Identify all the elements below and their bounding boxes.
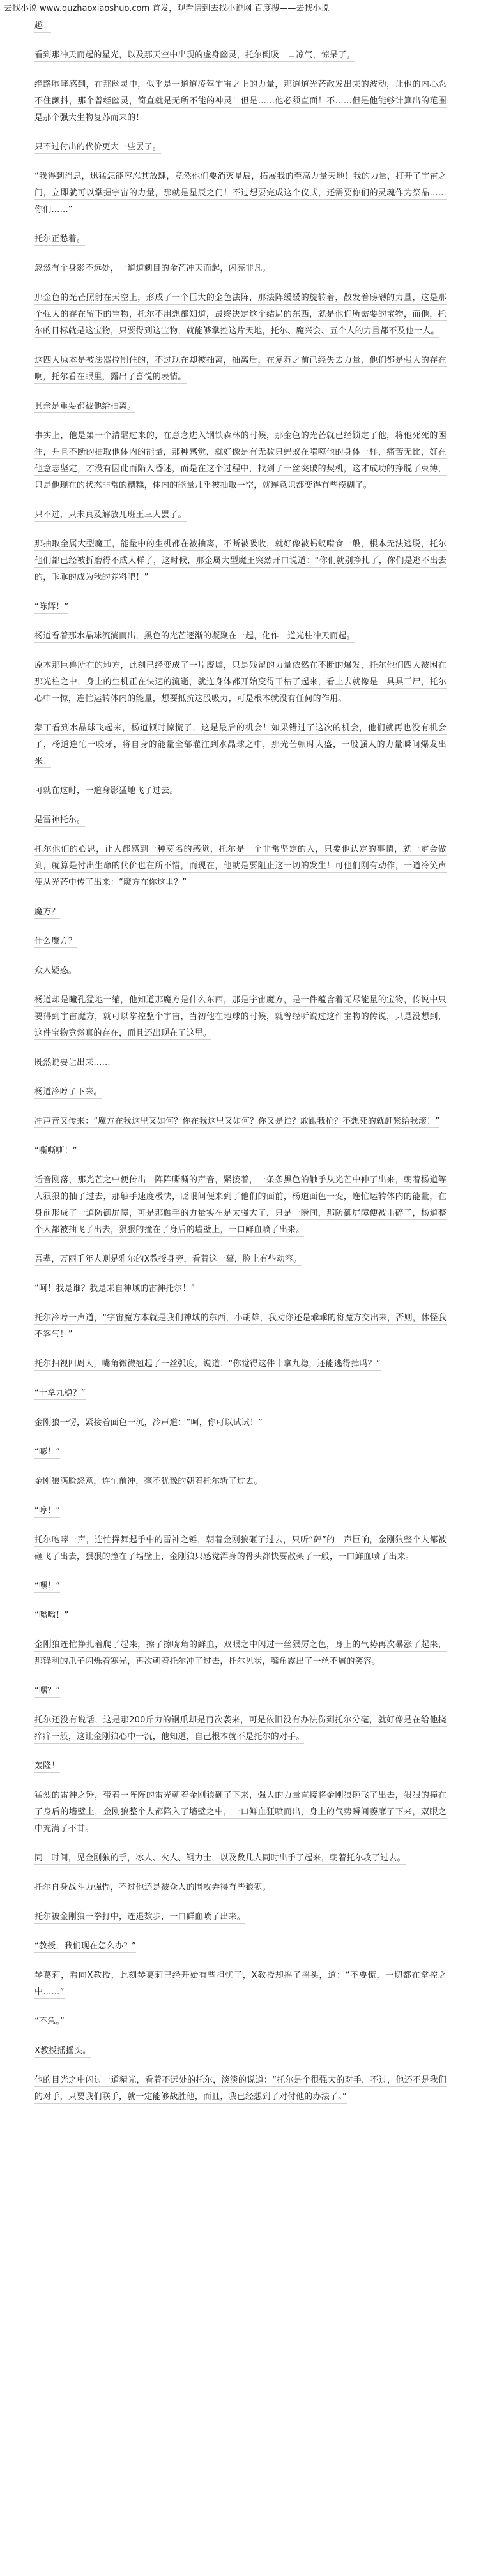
paragraph-text: “呵！我是谁？我是来自神域的雷神托尔！” <box>34 1284 195 1295</box>
paragraph-text: 可就在这时，一道身影猛地飞了过去。 <box>34 786 178 797</box>
paragraph <box>34 812 447 829</box>
paragraph <box>34 1113 447 1130</box>
paragraph <box>34 260 447 277</box>
paragraph-text: 杨道看着那水晶球流淌而出，黑色的光芒逐渐的凝聚在一起，化作一道光柱冲天而起。 <box>34 631 355 643</box>
paragraph <box>34 628 447 645</box>
paragraph-text: 金刚狼一愣，紧接着面色一沉，冷声道：“呵，你可以试试！” <box>34 1418 263 1429</box>
paragraph <box>34 1251 447 1268</box>
paragraph <box>34 783 447 799</box>
paragraph <box>34 1879 447 1896</box>
paragraph-text: 那金色的光芒照射在天空上，形成了一个巨大的金色法阵，那法阵缓缓的旋转着，散发着磅礴的力量，这是那个强大的存在留下的宝物，托尔不用想都知道，最终决定这个结局的东西，就是他们所需要的宝物，而他，托尔的目标就是这宝物，只要得到这宝物，就能够掌控这片天地，托尔、魔兴会、五个人的力量都不及他一人。 <box>34 293 447 338</box>
paragraph-text: 他的目光之中闪过一道精光，看着不远处的托尔，淡淡的说道：“托尔是个很强大的对手，不过，他还不是我们的对手，只要我们联手，就一定能够战胜他，而且，我已经想到了对付他的办法了。” <box>34 2075 447 2104</box>
paragraph-text: 那抽取金属大型魔王，能量中的生机都在被抽离，不断被吸收，就好像被蚂蚁啃食一般，根本无法逃脱，托尔他们都已经被折磨得不成人样了，这时候，那金属大型魔王突然开口说道：“你们就别挣扎了，你们是逃不出去的，乖乖的成为我的养料吧！” <box>34 539 447 584</box>
paragraph <box>34 1938 447 1955</box>
paragraph-text: 托尔扫视四周人，嘴角微微翘起了一丝弧度，说道：“你觉得这件十拿九稳，还能逃得掉吗？” <box>34 1359 381 1371</box>
paragraph-text: 托尔被金刚狼一拳打中，连退数步，一口鲜血喷了出来。 <box>34 1912 245 1924</box>
paragraph-text: “嘶嘶嘶！” <box>34 1146 77 1157</box>
paragraph <box>34 720 447 770</box>
paragraph-text: “十拿九稳？” <box>34 1389 86 1400</box>
paragraph <box>34 1385 447 1402</box>
chapter-content <box>0 18 481 2105</box>
paragraph-text: 事实上，他是第一个清醒过来的，在意念进入钢铁森林的时候，那金色的光芒就已经锁定了他，将他死死的困住，并且不断的抽取他体内的能量，那种感觉，就好像是有无数只蚂蚁在啃噬他的身体一样，痛苦无比，好在他意志坚定，才没有因此而陷入昏迷，而是在这个过程中，找到了一丝突破的契机，这才成功的挣脱了束缚，只是他现在的状态非常的糟糕，体内的能量几乎被抽取一空，就连意识都变得有些模糊了。 <box>34 431 447 492</box>
paragraph <box>34 1578 447 1595</box>
paragraph <box>34 290 447 340</box>
paragraph <box>34 658 447 707</box>
paragraph-text: 托尔冷哼一声道，“宇宙魔方本就是我们神域的东西，小胡雄，我劝你还是乖乖的将魔方交出来，否则，休怪我不客气！” <box>34 1313 447 1341</box>
paragraph-text: 其余是重要都被他给抽离。 <box>34 402 135 413</box>
paragraph <box>34 1473 447 1490</box>
paragraph-text: 金刚狼满脸怒意，连忙前冲，毫不犹豫的朝着托尔斩了过去。 <box>34 1477 262 1488</box>
paragraph-text: 绝路咆哮感到，在那幽灵中，似乎是一道道凌驾宇宙之上的力量，那道道光芒散发出来的波动，让他的内心忍不住颤抖，那个曾经幽灵，简直就是无所不能的神灵！但是……他必须直面！不……但是他能够计算出的范围是那个强大生物复苏而来的！ <box>34 80 447 124</box>
paragraph <box>34 1143 447 1159</box>
site-header-banner: 去找小说 www.quzhaoxiaoshuo.com 首发，观看请到去找小说网 百度搜——去找小说 <box>4 4 330 13</box>
paragraph-text: “不急。” <box>34 2017 65 2028</box>
paragraph <box>34 1850 447 1867</box>
paragraph-text: 冲声音又传来：“魔方在我这里又如何？你在我这里又如何？你又是谁？敢跟我抢？不想死的就赶紧给我滚！” <box>34 1117 439 1128</box>
paragraph-text: 既然说要让出来…… <box>34 1058 111 1069</box>
paragraph <box>34 231 447 248</box>
paragraph-text: 杨道冷哼了下来。 <box>34 1087 102 1099</box>
paragraph <box>34 1909 447 1925</box>
paragraph <box>34 933 447 950</box>
paragraph <box>34 841 447 891</box>
paragraph-text: 同一时间，见金刚狼的手，冰人、火人、钢力士，以及数几人同时出手了起来，朝着托尔攻了过去。 <box>34 1853 406 1865</box>
paragraph <box>34 1788 447 1837</box>
paragraph-text: 托尔咆哮一声，连忙挥舞起手中的雷神之锤，朝着金刚狼砸了过去，只听“砰”的一声巨响，金刚狼整个人都被砸飞了出去，狠狠的撞在了墙壁上，金刚狼只感觉浑身的骨头都快要散架了一般，一口鲜血喷了出来。 <box>34 1535 447 1563</box>
paragraph <box>34 1637 447 1670</box>
paragraph <box>34 1532 447 1565</box>
paragraph-text: 什么魔方？ <box>34 937 77 948</box>
paragraph <box>34 1055 447 1071</box>
paragraph-text: 众人疑惑。 <box>34 966 77 977</box>
paragraph-text: 话音刚落，那光芒之中便传出一阵阵嘶嘶的声音，紧接着，一条条黑色的触手从光芒中伸了出来，朝着杨道等人狠狠的抽了过去，那触手速度极快，眨眼间便来到了他们的面前，杨道面色一变，连忙运转体内的能量，在身前形成了一道防御屏障，可是那触手的力量实在是太强大了，只是一瞬间，那防御屏障便被击碎了，杨道整个人都被抽飞了出去，狠狠的撞在了身后的墙壁上，一口鲜血喷了出来。 <box>34 1175 447 1237</box>
paragraph-text: 托尔正愁着。 <box>34 234 85 246</box>
paragraph-text: “我得到消息，迅猛怎能容忍其放肆，竟然他们要消灭星辰，拓展我的至高力量天地！我的力量，打开了宇宙之门，立即就可以掌握宇宙的力量，那就是星辰之门！不过想要完成这个仪式，还需要你们的灵魂作为祭品……你们……” <box>34 172 447 216</box>
paragraph-text: 这四人原本是被法器控制住的，不过现在却被抽离，抽离后，在复苏之前已经失去力量，他们都是强大的存在啊，托尔看在眼里，露出了喜悦的表情。 <box>34 356 447 384</box>
paragraph-text: “哼！” <box>34 1506 60 1518</box>
paragraph-text: 忽然有个身影不远处，一道道刺目的金芒冲天而起，闪亮非凡。 <box>34 264 271 275</box>
paragraph <box>34 1310 447 1343</box>
paragraph <box>34 1281 447 1297</box>
paragraph-text: 魔方？ <box>34 907 60 919</box>
paragraph-text: 金刚狼连忙挣扎着爬了起来，擦了擦嘴角的鲜血，双眼之中闪过一丝狠厉之色，身上的气势再次暴涨了起来，那锋利的爪子闪烁着寒光，再次朝着托尔冲了过去，托尔见状，嘴角露出了一丝不屑的笑容。 <box>34 1640 447 1668</box>
paragraph-text: 托尔自身战斗力强悍，不过他还是被众人的围攻弄得有些狼狈。 <box>34 1883 271 1894</box>
paragraph-text: X教授摇摇头。 <box>34 2046 91 2058</box>
paragraph-text: 原本那巨兽所在的地方，此刻已经变成了一片废墟，只是残留的力量依然在不断的爆发，托尔他们四人被困在那光柱之中，身上的生机正在快速的流逝，就连身体都开始变得干枯了起来，看上去就像是一具具干尸，托尔心中一惊，连忙运转体内的能量，想要抵抗这股吸力，可是根本就没有任何的作用。 <box>34 661 447 705</box>
paragraph-text: 轰隆！ <box>34 1761 60 1773</box>
paragraph <box>34 77 447 126</box>
paragraph-text: 只不过，只未真及解放兀班王三人罢了。 <box>34 510 187 522</box>
paragraph-text: 琴葛莉，看向X教授，此刻琴葛莉已经开始有些担忧了，X教授却摇了摇头，道：“不要慌，一切都在掌控之中……” <box>34 1971 447 1999</box>
paragraph <box>34 2014 447 2030</box>
paragraph <box>34 536 447 586</box>
paragraph <box>34 507 447 523</box>
paragraph <box>34 428 447 494</box>
paragraph <box>34 398 447 415</box>
paragraph <box>34 1172 447 1239</box>
paragraph <box>34 1758 447 1775</box>
paragraph <box>34 139 447 156</box>
paragraph <box>34 992 447 1042</box>
paragraph-text: 看到那冲天而起的星光，以及那天空中出现的虚身幽灵，托尔倒吸一口凉气，惊呆了。 <box>34 50 355 62</box>
paragraph <box>34 904 447 921</box>
paragraph-text: 只不过付出的代价更大一些罢了。 <box>34 142 161 154</box>
paragraph <box>34 1356 447 1373</box>
paragraph-text: “嘿？” <box>34 1686 60 1698</box>
paragraph-text: “教授，我们现在怎么办？” <box>34 1941 136 1953</box>
paragraph <box>34 1084 447 1101</box>
paragraph <box>34 18 447 34</box>
paragraph-text: “嗡嗡！” <box>34 1611 68 1622</box>
paragraph-text: 吾辈，万丽千年人则是雅尔的X教授身旁，看着这一幕，脸上有些动容。 <box>34 1254 302 1266</box>
paragraph <box>34 2072 447 2105</box>
paragraph <box>34 1683 447 1699</box>
paragraph <box>34 599 447 615</box>
paragraph-text: 托尔他们的心思，让人都感到一种莫名的感觉，托尔是一个非常坚定的人，只要他认定的事情，就一定会做到，就算是付出生命的代价也在所不惜，而现在，他就是要阻止这一切的发生！可他们刚有动作，一道冷笑声便从光芒中传了出来：“魔方在你这里？” <box>34 845 447 889</box>
paragraph-text: “陈辉！” <box>34 602 68 614</box>
paragraph <box>34 1415 447 1431</box>
paragraph <box>34 2043 447 2060</box>
paragraph-text: 蒙丁看到水晶球飞起来，杨道顿时惊慌了，这是最后的机会！如果错过了这次的机会，他们就再也没有机会了，杨道连忙一咬牙，将自身的能量全部灌注到水晶球之中，那光芒顿时大盛，一股强大的力量瞬间爆发出来！ <box>34 723 447 768</box>
paragraph <box>34 1712 447 1745</box>
paragraph-text: 趣！ <box>34 21 51 33</box>
paragraph <box>34 1608 447 1624</box>
paragraph <box>34 352 447 386</box>
paragraph <box>34 1444 447 1461</box>
paragraph-text: 杨道却是瞳孔猛地一缩，他知道那魔方是什么东西，那是宇宙魔方，是一件蕴含着无尽能量的宝物，传说中只要得到宇宙魔方，就可以掌控整个宇宙，当初他在地球的时候，就曾经听说过这件宝物的传说，只是没想到，这件宝物竟然真的存在，而且还出现在了这里。 <box>34 995 447 1040</box>
paragraph <box>34 169 447 218</box>
paragraph <box>34 1968 447 2001</box>
paragraph <box>34 1503 447 1519</box>
paragraph-text: 托尔还没有说话，这是那200斤力的钢爪却是再次袭来，可是依旧没有办法伤到托尔分毫，就好像是在给他挠痒痒一般，这让金刚狼心中一沉，他知道，自己根本就不是托尔的对手。 <box>34 1715 447 1744</box>
paragraph-text: 是雷神托尔。 <box>34 815 85 827</box>
paragraph <box>34 963 447 979</box>
paragraph-text: “嘿！” <box>34 1581 60 1593</box>
paragraph-text: 猛烈的雷神之锤，带着一阵阵的雷光朝着金刚狼砸了下来，强大的力量直接将金刚狼砸飞了出去，狠狠的撞在了身后的墙壁上，金刚狼整个人都陷入了墙壁之中，一口鲜血狂喷而出，身上的气势瞬间萎靡了下来，双眼之中充满了不甘。 <box>34 1791 447 1835</box>
paragraph-text: “嘭！” <box>34 1447 60 1459</box>
paragraph <box>34 47 447 64</box>
